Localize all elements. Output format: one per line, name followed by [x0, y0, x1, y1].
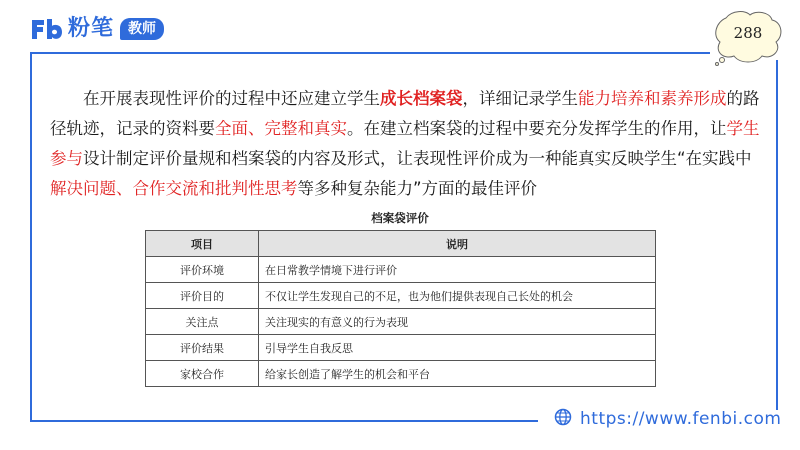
footer-link[interactable] — [554, 408, 781, 430]
row-item: 评价结果 — [146, 335, 259, 361]
table-row — [146, 335, 656, 361]
highlight-text: 学生参与 — [50, 119, 760, 168]
fenbi-logo-icon — [30, 16, 64, 42]
paragraph-segment: 。在建立档案袋的过程中要充分发挥学生的作用，让 — [347, 119, 727, 138]
highlight-text: 成长档案袋 — [380, 89, 463, 108]
table-header-row — [146, 231, 656, 257]
logo-text: 粉笔 — [68, 16, 115, 41]
logo-badge: 教师 — [120, 18, 164, 40]
portfolio-evaluation-table — [145, 230, 656, 387]
paragraph-text — [50, 84, 760, 204]
row-item: 关注点 — [146, 309, 259, 335]
frame-line-top — [30, 52, 710, 54]
table-row — [146, 309, 656, 335]
table-row — [146, 361, 656, 387]
page-number: 288 — [733, 24, 763, 42]
row-description: 给家长创造了解学生的机会和平台 — [259, 361, 656, 387]
row-item: 评价目的 — [146, 283, 259, 309]
paragraph-segment: 的路径轨迹，记录的资料要 — [50, 89, 760, 138]
header-description: 说明 — [259, 231, 656, 257]
paragraph-segment: 设计制定评价量规和档案袋的内容及形式，让表现性评价成为一种能真实反映学生“在实践中 — [83, 149, 752, 168]
row-description: 不仅让学生发现自己的不足，也为他们提供表现自己长处的机会 — [259, 283, 656, 309]
row-description: 在日常教学情境下进行评价 — [259, 257, 656, 283]
brand-logo — [30, 14, 164, 44]
globe-icon — [554, 408, 572, 430]
paragraph-segment: ，详细记录学生 — [462, 89, 578, 108]
body-paragraph — [50, 84, 760, 204]
header-item: 项目 — [146, 231, 259, 257]
row-item: 家校合作 — [146, 361, 259, 387]
highlight-text: 解决问题、合作交流和批判性思考 — [50, 179, 298, 198]
row-description: 引导学生自我反思 — [259, 335, 656, 361]
row-item: 评价环境 — [146, 257, 259, 283]
highlight-text: 全面、完整和真实 — [215, 119, 347, 138]
table-row — [146, 257, 656, 283]
table-caption: 档案袋评价 — [371, 211, 429, 225]
highlight-text: 能力培养和素养形成 — [578, 89, 727, 108]
paragraph-segment: 在开展表现性评价的过程中还应建立学生 — [83, 89, 380, 108]
frame-line-right — [776, 60, 778, 410]
frame-line-bottom — [30, 420, 538, 422]
page-number-bubble — [712, 10, 784, 62]
footer-url[interactable]: https://www.fenbi.com — [580, 409, 782, 429]
row-description: 关注现实的有意义的行为表现 — [259, 309, 656, 335]
table-row — [146, 283, 656, 309]
paragraph-segment: 等多种复杂能力”方面的最佳评价 — [297, 179, 538, 198]
frame-line-left — [30, 52, 32, 420]
